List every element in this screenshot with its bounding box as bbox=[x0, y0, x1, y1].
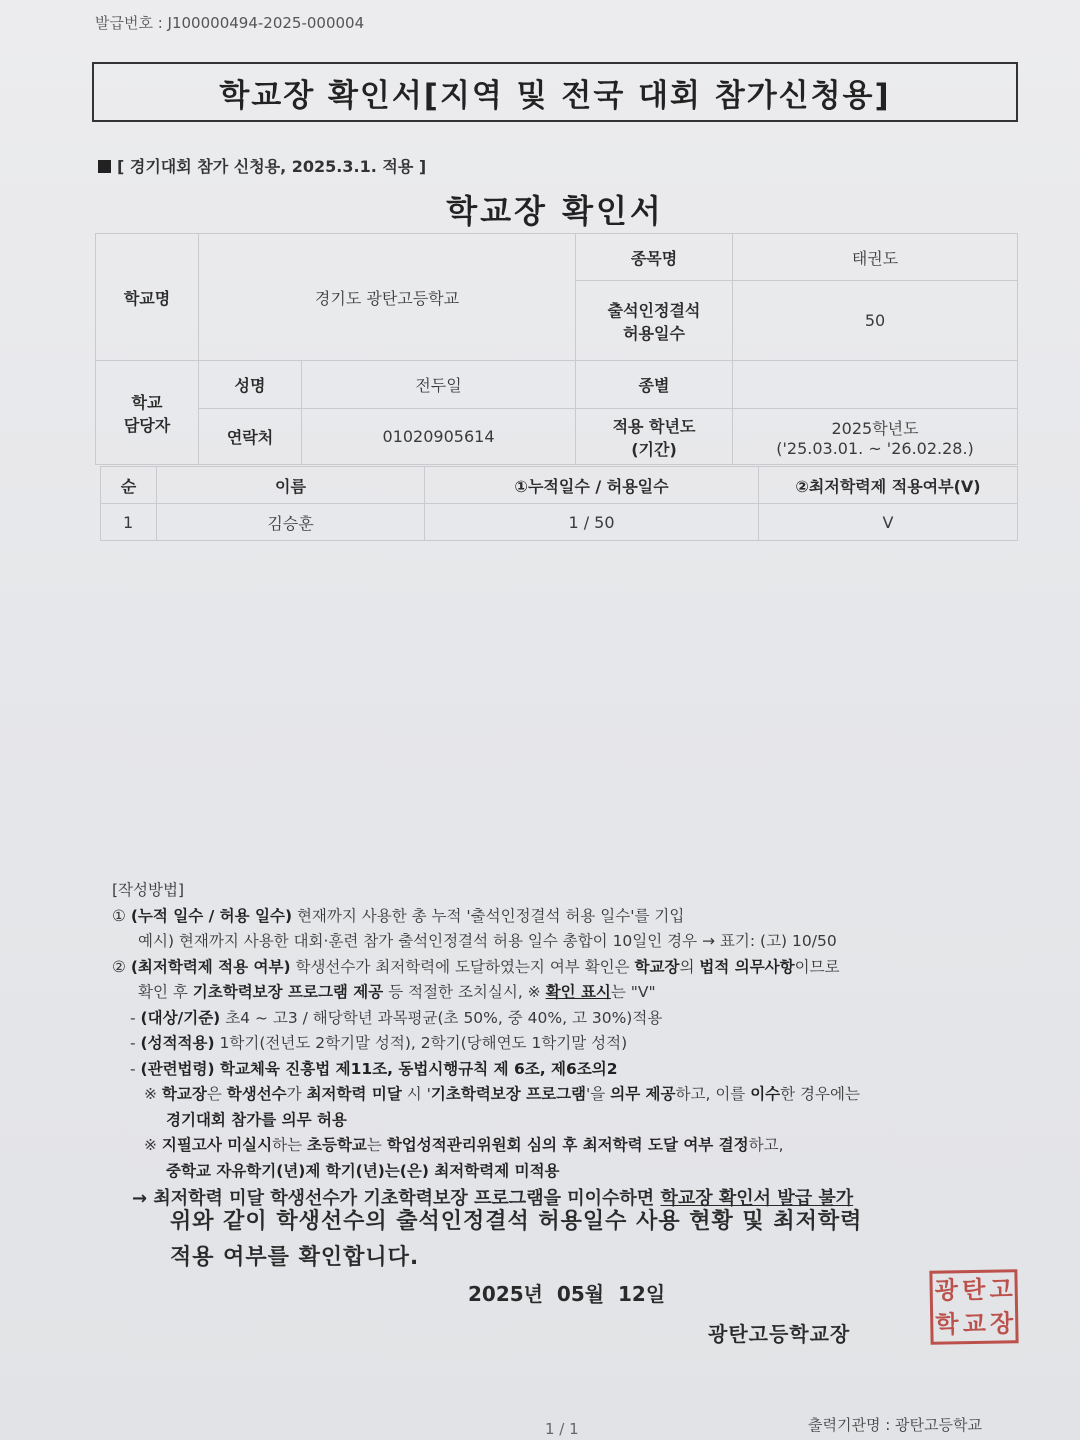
instruction-text: 이므로 bbox=[794, 957, 840, 976]
note-mark: ※ bbox=[144, 1085, 162, 1103]
row-applied: V bbox=[759, 504, 1018, 541]
instruction-term: 학교장 bbox=[634, 957, 680, 976]
dash: - bbox=[130, 1008, 141, 1027]
year-value-line2: ('25.03.01. ~ '26.02.28.) bbox=[776, 438, 974, 458]
arrow-right-icon: → bbox=[132, 1188, 154, 1209]
instruction-term: 학생선수 bbox=[226, 1085, 287, 1103]
instruction-term: (대상/기준) bbox=[140, 1008, 221, 1027]
page-number: 1 / 1 bbox=[545, 1420, 579, 1438]
confirmation-line-2: 적용 여부를 확인합니다. bbox=[170, 1245, 420, 1270]
instruction-text: 학생선수가 최저학력에 도달하였는지 여부 확인은 bbox=[290, 957, 635, 976]
row-no: 1 bbox=[101, 504, 157, 541]
contact-label-line2: 담당자 bbox=[123, 415, 171, 435]
year-value bbox=[733, 409, 1018, 465]
header-days: ①누적일수 / 허용일수 bbox=[425, 467, 759, 504]
sport-label: 종목명 bbox=[576, 234, 733, 281]
instruction-text: '을 bbox=[586, 1085, 611, 1103]
instruction-text: 초4 ~ 고3 / 해당학년 과목평균(초 50%, 중 40%, 고 30%)적용 bbox=[220, 1008, 663, 1027]
allowed-days-label bbox=[576, 281, 733, 361]
instructions bbox=[112, 878, 1012, 1212]
instruction-term: (관련법령) 학교체육 진흥법 제11조, 동법시행규칙 제 6조, 제6조의2 bbox=[140, 1059, 618, 1078]
instruction-line-9 bbox=[112, 1108, 1012, 1134]
instruction-text: 하는 bbox=[272, 1136, 308, 1154]
instruction-term: 확인 표시 bbox=[545, 983, 611, 1001]
seal-char: 학 bbox=[935, 1310, 959, 1339]
instruction-line-11 bbox=[112, 1159, 1012, 1185]
instruction-text: 의 bbox=[679, 957, 700, 976]
header-name: 이름 bbox=[157, 467, 425, 504]
instruction-term: 중학교 자유학기(년)제 학기(년)는(은) bbox=[166, 1161, 435, 1180]
instruction-term: 이수 bbox=[750, 1085, 781, 1103]
instruction-line-6 bbox=[112, 1031, 1012, 1057]
official-seal-icon bbox=[929, 1269, 1018, 1345]
instruction-text: 하면 bbox=[619, 1188, 661, 1209]
table-row bbox=[101, 504, 1018, 541]
instruction-term: 최저학력제 미적용 bbox=[434, 1161, 560, 1180]
instruction-term: 미이수 bbox=[567, 1188, 620, 1209]
instruction-term: 기초학력보장 프로그램 bbox=[430, 1085, 587, 1103]
instruction-term: 학교장 bbox=[161, 1085, 207, 1103]
table-header-row bbox=[101, 467, 1018, 504]
instruction-term: 법적 의무사항 bbox=[699, 957, 795, 976]
instruction-text: 하고, bbox=[748, 1136, 784, 1154]
instruction-term: (최저학력제 적용 여부) bbox=[130, 957, 291, 976]
instruction-text: 1학기(전년도 2학기말 성적), 2학기(당해연도 1학기말 성적) bbox=[214, 1034, 628, 1052]
instruction-line-10 bbox=[112, 1133, 1012, 1159]
row-name: 김승훈 bbox=[157, 504, 425, 541]
note-mark: ※ bbox=[144, 1136, 162, 1154]
circle-num-2: ② bbox=[112, 957, 131, 976]
instruction-line-7 bbox=[112, 1057, 1012, 1083]
principal-name: 광탄고등학교장 bbox=[708, 1322, 851, 1346]
confirmation-statement bbox=[170, 1204, 862, 1276]
square-bullet-icon bbox=[98, 160, 111, 173]
instruction-text: 현재까지 사용한 총 누적 '출석인정결석 허용 일수'를 기입 bbox=[292, 906, 685, 925]
year-value-line1: 2025학년도 bbox=[831, 418, 919, 438]
instruction-text: 한 경우에는 bbox=[780, 1085, 860, 1103]
instruction-text: 는 "V" bbox=[610, 983, 656, 1001]
instruction-text: 등 적절한 조치실시, ※ bbox=[383, 983, 546, 1001]
instruction-term: (성적적용) bbox=[140, 1034, 215, 1052]
student-table bbox=[100, 466, 1018, 541]
seal-char: 장 bbox=[989, 1309, 1014, 1338]
sport-value: 태권도 bbox=[733, 234, 1018, 281]
subtitle: 학교장 확인서 bbox=[446, 192, 664, 230]
contact-label-line1: 학교 bbox=[131, 392, 163, 412]
info-table bbox=[95, 233, 1018, 465]
notice-text: [ 경기대회 참가 신청용, 2025.3.1. 적용 ] bbox=[117, 157, 427, 176]
instruction-term: 경기대회 참가를 의무 허용 bbox=[166, 1110, 347, 1129]
instruction-term: 최저학력 미달 bbox=[306, 1085, 402, 1103]
instruction-text: 가 bbox=[339, 1188, 364, 1209]
dash: - bbox=[130, 1034, 141, 1052]
instruction-term: 기초학력보장 프로그램 제공 bbox=[192, 983, 384, 1001]
header-applied: ②최저학력제 적용여부(V) bbox=[759, 467, 1018, 504]
phone-label: 연락처 bbox=[199, 409, 302, 465]
instruction-text: 확인 후 bbox=[138, 983, 193, 1001]
instruction-text: 시 ' bbox=[401, 1085, 431, 1103]
allowed-days-value: 50 bbox=[733, 281, 1018, 361]
instruction-term: 의무 제공 bbox=[610, 1085, 676, 1103]
instruction-term: 최저학력 미달 학생선수 bbox=[153, 1188, 340, 1209]
instruction-line-2: 예시) 현재까지 사용한 대회·훈련 참가 출석인정결석 허용 일수 총합이 10일인 경우 → 표기: (고) 10/50 bbox=[138, 932, 837, 950]
year-label-line1: 적용 학년도 bbox=[612, 416, 696, 436]
instruction-term: 지필고사 미실시 bbox=[161, 1136, 273, 1154]
instruction-text: 은 bbox=[206, 1085, 227, 1103]
school-label: 학교명 bbox=[96, 234, 199, 361]
phone-value: 01020905614 bbox=[302, 409, 576, 465]
school-value: 경기도 광탄고등학교 bbox=[199, 234, 576, 361]
issue-date: 2025년 05월 12일 bbox=[468, 1282, 666, 1306]
instruction-term: 기초학력보장 프로그램 bbox=[363, 1188, 544, 1209]
header-no: 순 bbox=[101, 467, 157, 504]
seal-char: 탄 bbox=[961, 1275, 986, 1305]
seal-char: 광 bbox=[934, 1276, 959, 1305]
instruction-term: 초등학교 bbox=[307, 1136, 367, 1154]
allowed-days-label-line2: 허용일수 bbox=[623, 323, 685, 343]
instruction-line-3 bbox=[112, 955, 1012, 981]
instruction-term: (누적 일수 / 허용 일수) bbox=[130, 906, 293, 925]
allowed-days-label-line1: 출석인정결석 bbox=[607, 300, 701, 320]
name-value: 전두일 bbox=[302, 361, 576, 409]
contact-label bbox=[96, 361, 199, 465]
instruction-term: 학업성적관리위원회 심의 후 최저학력 도달 여부 결정 bbox=[386, 1136, 749, 1154]
circle-num-1: ① bbox=[112, 906, 131, 925]
row-days: 1 / 50 bbox=[425, 504, 759, 541]
instruction-line-5 bbox=[112, 1006, 1012, 1032]
instruction-line-4 bbox=[112, 980, 1012, 1006]
instruction-line-8 bbox=[112, 1082, 1012, 1108]
seal-char: 교 bbox=[962, 1309, 987, 1339]
year-label-line2: (기간) bbox=[631, 439, 677, 459]
instruction-line-1 bbox=[112, 904, 1012, 930]
instructions-heading: [작성방법] bbox=[112, 881, 184, 899]
name-label: 성명 bbox=[199, 361, 302, 409]
instruction-text: 을 bbox=[543, 1188, 568, 1209]
seal-char: 고 bbox=[989, 1275, 1013, 1304]
footer-issuer: 출력기관명 : 광탄고등학교 bbox=[808, 1416, 982, 1434]
instruction-text: 가 bbox=[286, 1085, 307, 1103]
category-value bbox=[733, 361, 1018, 409]
instruction-text: 하고, 이를 bbox=[675, 1085, 751, 1103]
issue-number: 발급번호 : J100000494-2025-000004 bbox=[95, 14, 365, 32]
notice-line bbox=[98, 154, 426, 177]
main-title: 학교장 확인서[지역 및 전국 대회 참가신청용] bbox=[92, 62, 1018, 122]
confirmation-line-1: 위와 같이 학생선수의 출석인정결석 허용일수 사용 현황 및 최저학력 bbox=[170, 1209, 863, 1234]
instruction-text: 는 bbox=[366, 1136, 387, 1154]
category-label: 종별 bbox=[576, 361, 733, 409]
instruction-term: 학교장 확인서 발급 불가 bbox=[660, 1188, 854, 1209]
dash: - bbox=[130, 1059, 141, 1078]
year-label bbox=[576, 409, 733, 465]
